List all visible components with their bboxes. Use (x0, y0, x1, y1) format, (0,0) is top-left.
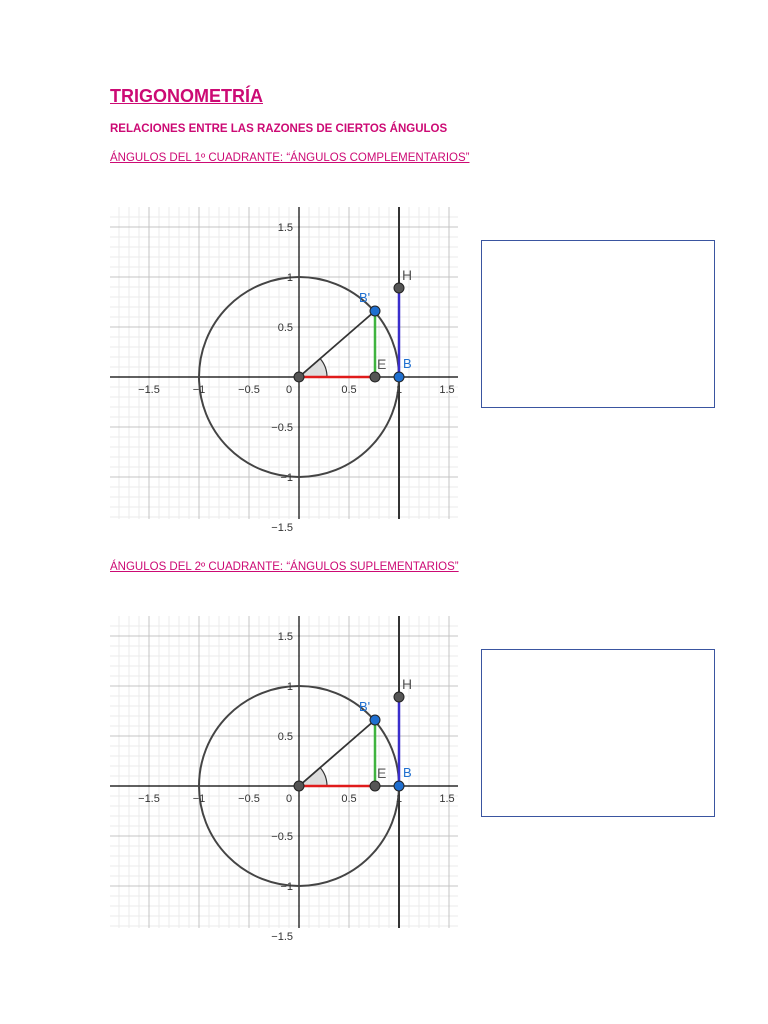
label-B-prime: B' (359, 290, 371, 305)
x-tick-label: 0.5 (341, 793, 357, 805)
y-tick-label: −1.5 (271, 522, 293, 534)
label-B-prime: B' (359, 699, 371, 714)
x-tick-label: −1 (192, 384, 206, 396)
label-H: H (402, 267, 413, 283)
y-tick-label: 0.5 (277, 731, 293, 743)
x-tick-label: 0.5 (341, 384, 357, 396)
x-tick-label: 1.5 (439, 793, 455, 805)
y-tick-label: −1.5 (271, 931, 293, 943)
x-tick-label: −1.5 (138, 793, 160, 805)
answer-box-2 (481, 649, 715, 817)
label-H: H (402, 676, 413, 692)
label-B: B (403, 765, 412, 780)
y-tick-label: 1 (286, 272, 293, 284)
point-E (370, 372, 380, 382)
y-tick-label: 0.5 (277, 322, 293, 334)
section-heading-supplementary: ÁNGULOS DEL 2º CUADRANTE: “ÁNGULOS SUPLEMENTARIOS” (110, 561, 459, 573)
answer-box-1 (481, 240, 715, 408)
point-E (370, 781, 380, 791)
x-tick-label: −1 (192, 793, 206, 805)
y-tick-label: −1 (280, 881, 293, 893)
point-B (394, 781, 404, 791)
unit-circle-graph-1 (110, 207, 458, 534)
graph-canvas (110, 207, 458, 534)
page-title: TRIGONOMETRÍA (110, 86, 263, 106)
section-heading-complementary: ÁNGULOS DEL 1º CUADRANTE: “ÁNGULOS COMPLEMENTARIOS” (110, 152, 470, 164)
x-tick-label: −0.5 (238, 793, 260, 805)
x-tick-label: 1 (395, 793, 403, 805)
y-tick-label: −0.5 (271, 422, 293, 434)
x-tick-label: 1.5 (439, 384, 455, 396)
y-tick-label: 1.5 (277, 222, 293, 234)
label-B: B (403, 356, 412, 371)
point-H (394, 692, 404, 702)
point-origin (294, 372, 304, 382)
x-tick-label: 1 (395, 384, 403, 396)
y-tick-label: −1 (280, 472, 293, 484)
y-tick-label: 1.5 (277, 631, 293, 643)
point-B-prime (370, 306, 380, 316)
point-B-prime (370, 715, 380, 725)
point-H (394, 283, 404, 293)
y-tick-label: 1 (286, 681, 293, 693)
x-tick-label: −1.5 (138, 384, 160, 396)
page-subtitle: RELACIONES ENTRE LAS RAZONES DE CIERTOS ÁNGULOS (110, 123, 448, 135)
label-E: E (377, 356, 387, 372)
x-tick-label: 0 (285, 793, 293, 805)
y-tick-label: −0.5 (271, 831, 293, 843)
x-tick-label: 0 (285, 384, 293, 396)
graph-canvas (110, 616, 458, 943)
point-origin (294, 781, 304, 791)
label-E: E (377, 765, 387, 781)
x-tick-label: −0.5 (238, 384, 260, 396)
unit-circle-graph-2 (110, 616, 458, 943)
point-B (394, 372, 404, 382)
